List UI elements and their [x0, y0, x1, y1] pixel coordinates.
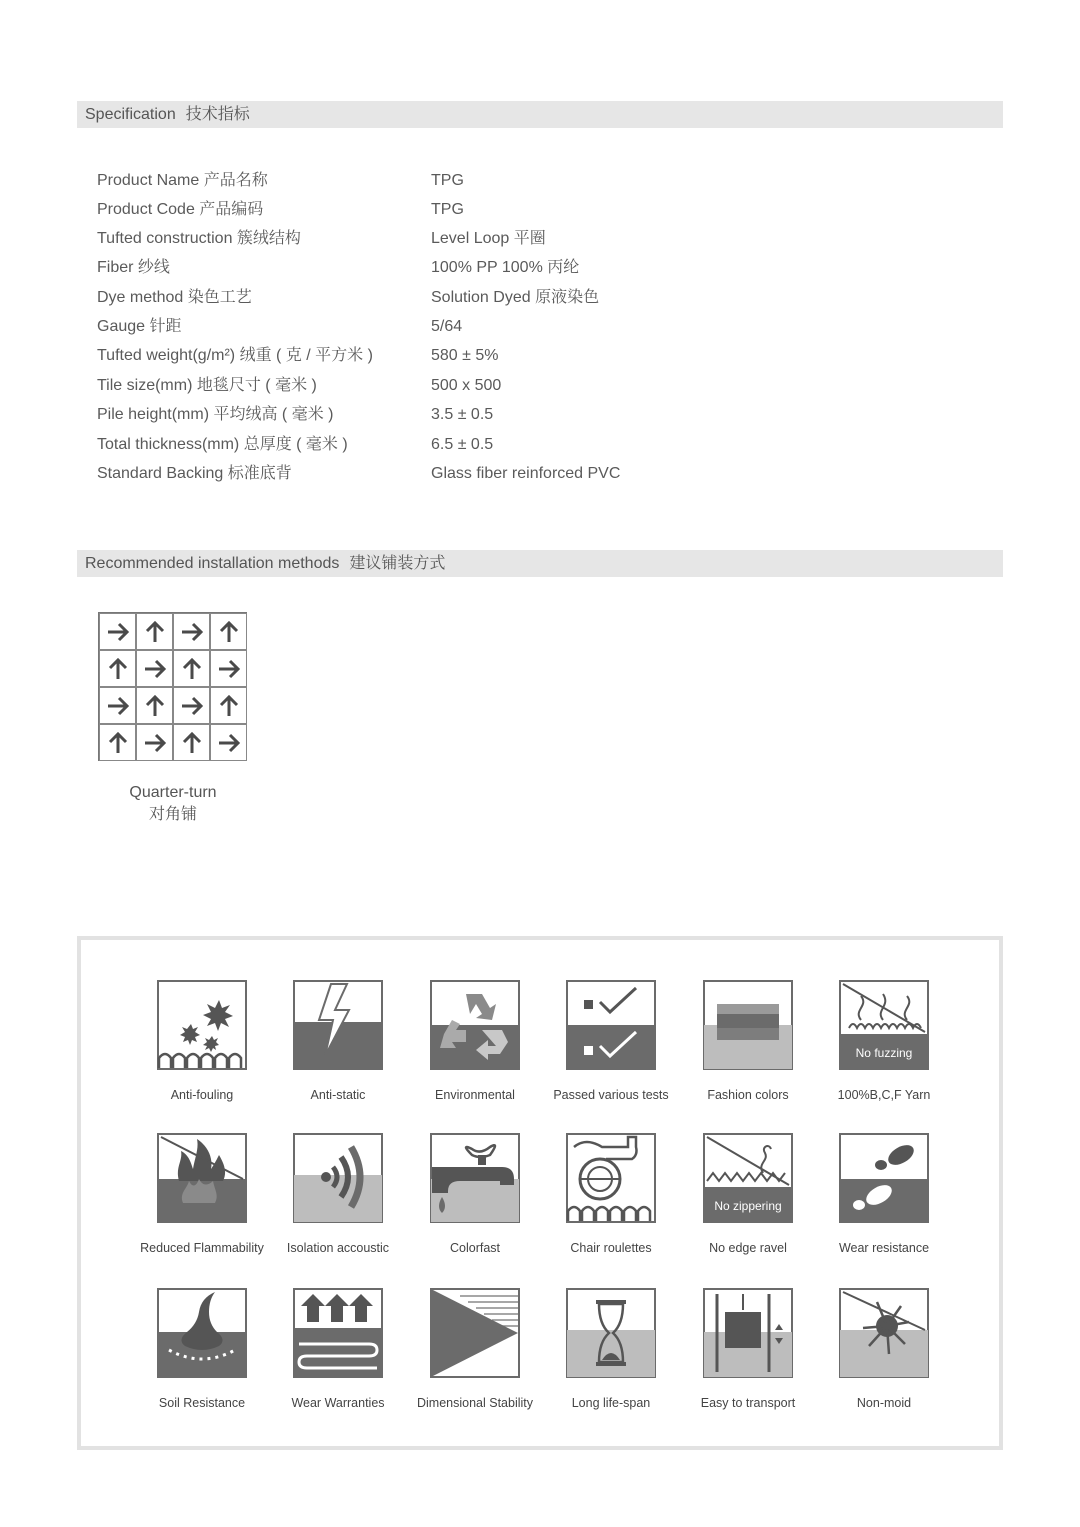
install-cell	[210, 687, 247, 724]
feature-anti-fouling	[134, 980, 270, 1102]
sound-wave-icon	[293, 1133, 383, 1223]
feature-soil-resistance	[134, 1288, 270, 1410]
color-swatch-icon	[703, 980, 793, 1070]
spec-value: 3.5 ± 0.5	[431, 406, 494, 423]
spec-value: 5/64	[431, 318, 463, 335]
feature-label: Fashion colors	[707, 1088, 789, 1102]
install-cell	[173, 613, 210, 650]
faucet-icon	[430, 1133, 520, 1223]
spec-value: 100% PP 100% 丙纶	[431, 259, 580, 276]
install-section-header	[77, 550, 1003, 577]
spec-label: Tufted construction 簇绒结构	[97, 230, 301, 247]
no-mold-icon	[839, 1288, 929, 1378]
feature-dimensional-stability	[407, 1288, 543, 1410]
warranty-arrows-icon	[293, 1288, 383, 1378]
spec-label: Standard Backing 标准底背	[97, 465, 292, 482]
feature-easy-transport	[680, 1288, 816, 1410]
spec-value: Glass fiber reinforced PVC	[431, 465, 621, 482]
feature-non-mold	[816, 1288, 952, 1410]
arrow-right-icon	[217, 657, 241, 681]
feature-label: Chair roulettes	[570, 1241, 652, 1255]
quarter-turn-diagram	[98, 612, 248, 762]
spec-label: Tufted weight(g/m²) 绒重 ( 克 / 平方米 )	[97, 347, 373, 364]
arrow-up-icon	[143, 694, 167, 718]
feature-label: Soil Resistance	[158, 1396, 246, 1410]
no-fuzzing-icon	[839, 980, 929, 1070]
install-header-cn: 建议铺装方式	[349, 555, 446, 572]
spec-header-en: Specification	[85, 106, 176, 123]
feature-wear-warranties	[270, 1288, 406, 1410]
feature-badge: No fuzzing	[855, 1046, 913, 1060]
feature-label: Long life-span	[571, 1396, 651, 1410]
install-cell	[136, 724, 173, 761]
soil-icon	[157, 1288, 247, 1378]
arrow-up-icon	[106, 657, 130, 681]
feature-label: Wear resistance	[838, 1241, 930, 1255]
footprints-icon	[839, 1133, 929, 1223]
feature-label: Easy to transport	[700, 1396, 796, 1410]
install-caption-cn: 对角铺	[148, 806, 197, 823]
spec-label: Dye method 染色工艺	[97, 289, 252, 306]
feature-label: Passed various tests	[553, 1088, 669, 1102]
spec-label: Gauge 针距	[97, 318, 182, 335]
spec-value: TPG	[431, 201, 464, 218]
install-cell	[136, 613, 173, 650]
install-cell	[136, 687, 173, 724]
install-cell	[99, 650, 136, 687]
anti-fouling-icon	[157, 980, 247, 1070]
feature-label: Anti-fouling	[170, 1088, 234, 1102]
spec-value: Level Loop 平圈	[431, 230, 546, 247]
feature-yarn	[816, 980, 952, 1102]
arrow-up-icon	[106, 731, 130, 755]
arrow-right-icon	[217, 731, 241, 755]
checklist-icon	[566, 980, 656, 1070]
install-cell	[210, 650, 247, 687]
feature-colorfast	[407, 1133, 543, 1255]
spec-label: Tile size(mm) 地毯尺寸 ( 毫米 )	[97, 377, 317, 394]
feature-environmental	[407, 980, 543, 1102]
spec-header-cn: 技术指标	[185, 106, 250, 123]
feature-label: Isolation accoustic	[286, 1241, 390, 1255]
chair-wheel-icon	[566, 1133, 656, 1223]
transport-icon	[703, 1288, 793, 1378]
feature-edge-ravel	[680, 1133, 816, 1255]
arrow-right-icon	[106, 694, 130, 718]
feature-badge: No zippering	[714, 1199, 782, 1213]
install-caption-en: Quarter-turn	[129, 784, 217, 801]
install-cell	[136, 650, 173, 687]
recycle-icon	[430, 980, 520, 1070]
spec-label: Fiber 纱线	[97, 259, 170, 276]
spec-value: 6.5 ± 0.5	[431, 436, 494, 453]
feature-label: Reduced Flammability	[140, 1241, 264, 1255]
install-cell	[210, 613, 247, 650]
feature-label: Environmental	[435, 1088, 515, 1102]
install-cell	[210, 724, 247, 761]
spec-value: 580 ± 5%	[431, 347, 499, 364]
arrow-right-icon	[143, 657, 167, 681]
spec-value: 500 x 500	[431, 377, 502, 394]
feature-panel	[77, 936, 1003, 1450]
feature-label: Wear Warranties	[291, 1396, 385, 1410]
spec-label: Product Code 产品编码	[97, 201, 264, 218]
feature-chair-roulettes	[543, 1133, 679, 1255]
spec-section-header	[77, 101, 1003, 128]
install-grid	[98, 612, 247, 761]
anti-static-icon	[293, 980, 383, 1070]
install-caption	[98, 782, 248, 826]
feature-fashion-colors	[680, 980, 816, 1102]
arrow-up-icon	[143, 620, 167, 644]
spec-label: Product Name 产品名称	[97, 172, 268, 189]
install-cell	[173, 650, 210, 687]
spec-value: Solution Dyed 原液染色	[431, 289, 600, 306]
spec-label: Pile height(mm) 平均绒高 ( 毫米 )	[97, 406, 334, 423]
install-header-en: Recommended installation methods	[85, 555, 340, 572]
install-cell	[173, 687, 210, 724]
feature-label: Non-moid	[856, 1396, 912, 1410]
feature-passed-tests	[543, 980, 679, 1102]
feature-anti-static	[270, 980, 406, 1102]
arrow-right-icon	[106, 620, 130, 644]
install-cell	[173, 724, 210, 761]
feature-label: No edge ravel	[709, 1241, 787, 1255]
arrow-right-icon	[180, 620, 204, 644]
arrow-right-icon	[180, 694, 204, 718]
arrow-up-icon	[217, 620, 241, 644]
flame-icon	[157, 1133, 247, 1223]
feature-wear-resistance	[816, 1133, 952, 1255]
install-cell	[99, 613, 136, 650]
feature-long-life-span	[543, 1288, 679, 1410]
feature-label: 100%B,C,F Yarn	[837, 1088, 931, 1102]
feature-label: Dimensional Stability	[416, 1396, 534, 1410]
feature-acoustic	[270, 1133, 406, 1255]
stability-icon	[430, 1288, 520, 1378]
install-cell	[99, 687, 136, 724]
spec-label: Total thickness(mm) 总厚度 ( 毫米 )	[97, 436, 348, 453]
arrow-up-icon	[180, 731, 204, 755]
no-zippering-icon	[703, 1133, 793, 1223]
hourglass-icon	[566, 1288, 656, 1378]
feature-flammability	[134, 1133, 270, 1255]
feature-label: Colorfast	[449, 1241, 501, 1255]
arrow-right-icon	[143, 731, 167, 755]
spec-value: TPG	[431, 172, 464, 189]
arrow-up-icon	[180, 657, 204, 681]
arrow-up-icon	[217, 694, 241, 718]
install-cell	[99, 724, 136, 761]
feature-label: Anti-static	[310, 1088, 366, 1102]
